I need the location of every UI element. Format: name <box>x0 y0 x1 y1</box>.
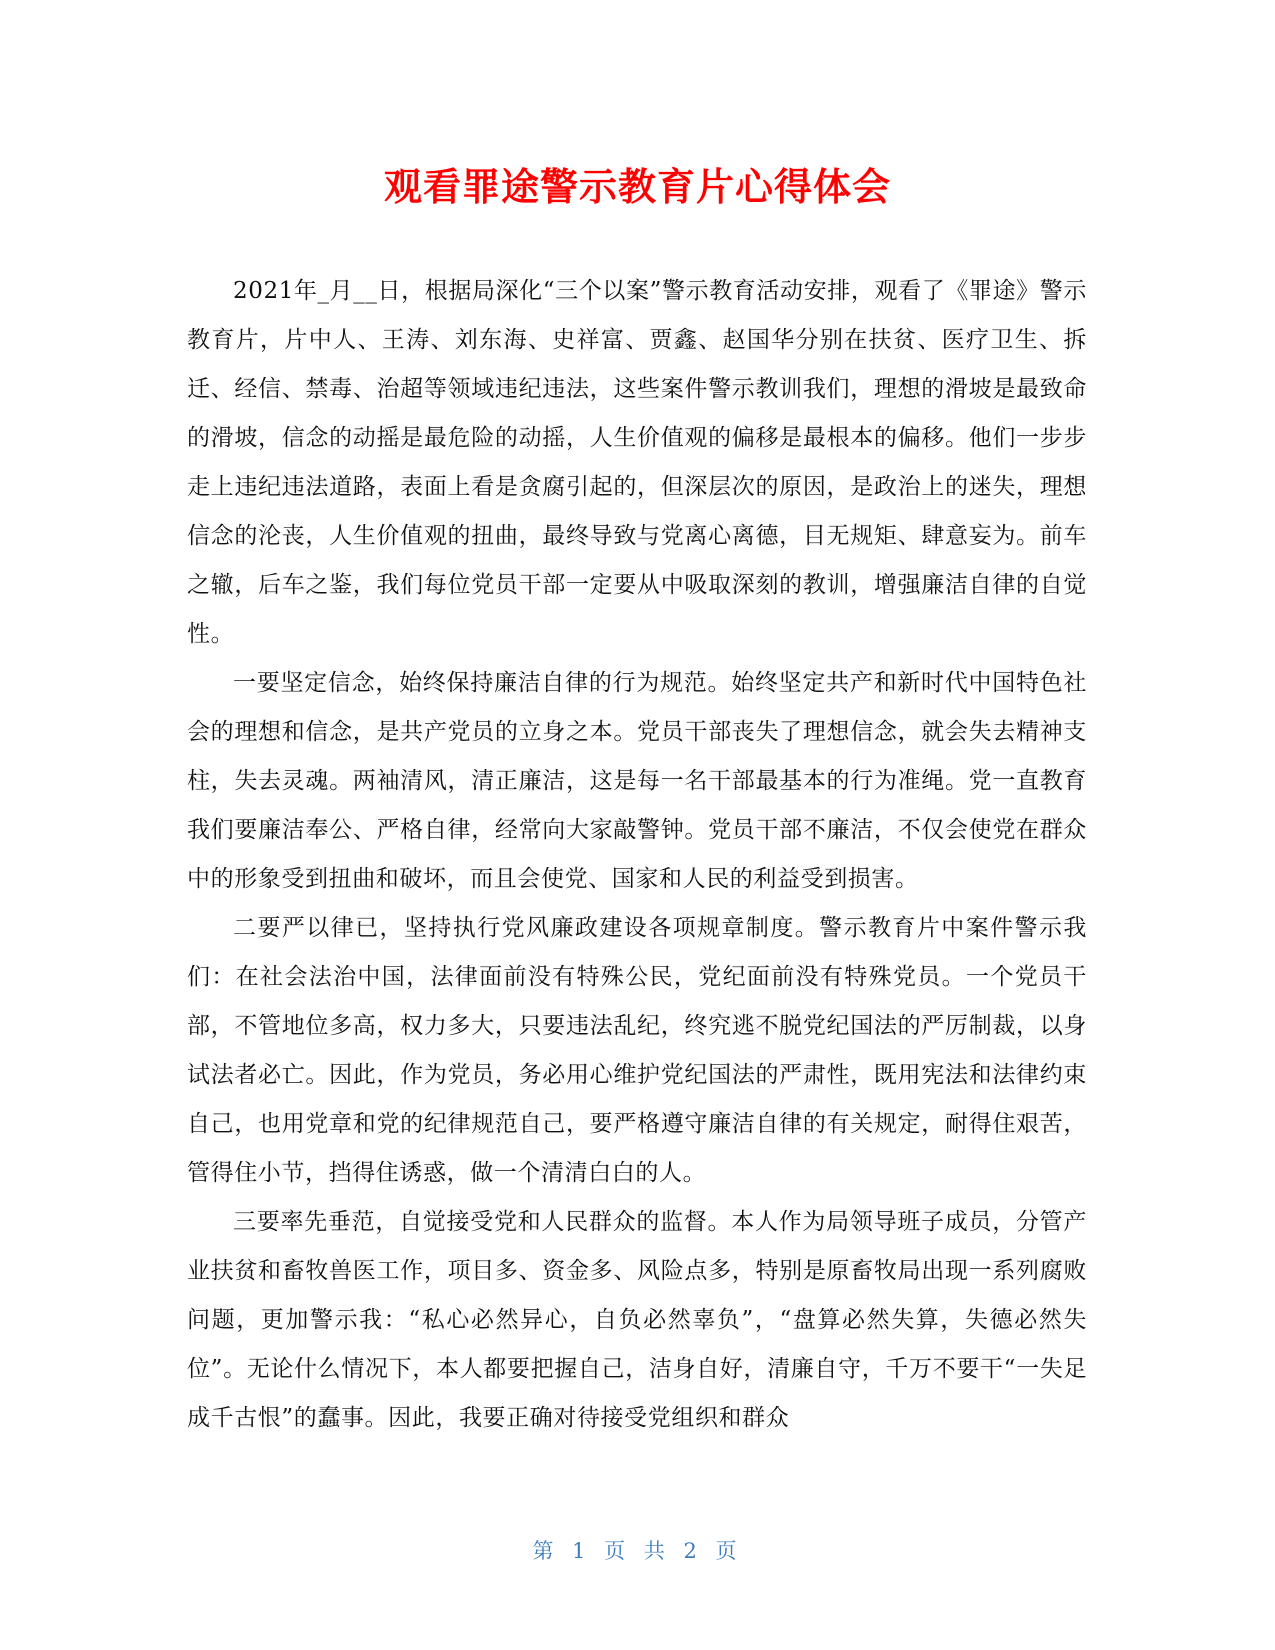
paragraph-point-two: 二要严以律已，坚持执行党风廉政建设各项规章制度。警示教育片中案件警示我们：在社会法治中国，法律面前没有特殊公民，党纪面前没有特殊党员。一个党员干部，不管地位多高，权力多大，只要违法乱纪，终究逃不脱党纪国法的严厉制裁，以身试法者必亡。因此，作为党员，务必用心维护党纪国法的严肃性，既用宪法和法律约束自己，也用党章和党的纪律规范自己，要严格遵守廉洁自律的有关规定，耐得住艰苦，管得住小节，挡得住诱惑，做一个清清白白的人。 <box>187 915 1087 1186</box>
paragraph-point-three: 三要率先垂范，自觉接受党和人民群众的监督。本人作为局领导班子成员，分管产业扶贫和畜牧兽医工作，项目多、资金多、风险点多，特别是原畜牧局出现一系列腐败问题，更加警示我：“私心必然异心，自负必然辜负”，“盘算必然失算，失德必然失位”。无论什么情况下，本人都要把握自己，洁身自好，清廉自守，千万不要干“一失足成千古恨”的蠢事。因此，我要正确对待接受党组织和群众 <box>187 1209 1087 1431</box>
paragraph-intro: 2021年_月__日，根据局深化“三个以案”警示教育活动安排，观看了《罪途》警示教育片，片中人、王涛、刘东海、史祥富、贾鑫、赵国华分别在扶贫、医疗卫生、拆迁、经信、禁毒、治超等领域违纪违法，这些案件警示教训我们，理想的滑坡是最致命的滑坡，信念的动摇是最危险的动摇，人生价值观的偏移是最根本的偏移。他们一步步走上违纪违法道路，表面上看是贪腐引起的，但深层次的原因，是政治上的迷失，理想信念的沦丧，人生价值观的扭曲，最终导致与党离心离德，目无规矩、肆意妄为。前车之辙，后车之鉴，我们每位党员干部一定要从中吸取深刻的教训，增强廉洁自律的自觉性。 <box>187 278 1087 647</box>
document-title: 观看罪途警示教育片心得体会 <box>383 165 891 209</box>
page-number-footer: 第 1 页 共 2 页 <box>532 1539 743 1563</box>
paragraph-point-one: 一要坚定信念，始终保持廉洁自律的行为规范。始终坚定共产和新时代中国特色社会的理想和信念，是共产党员的立身之本。党员干部丧失了理想信念，就会失去精神支柱，失去灵魂。两袖清风，清正廉洁，这是每一名干部最基本的行为准绳。党一直教育我们要廉洁奉公、严格自律，经常向大家敲警钟。党员干部不廉洁，不仅会使党在群众中的形象受到扭曲和破坏，而且会使党、国家和人民的利益受到损害。 <box>187 670 1087 892</box>
document-body <box>187 267 1087 1443</box>
